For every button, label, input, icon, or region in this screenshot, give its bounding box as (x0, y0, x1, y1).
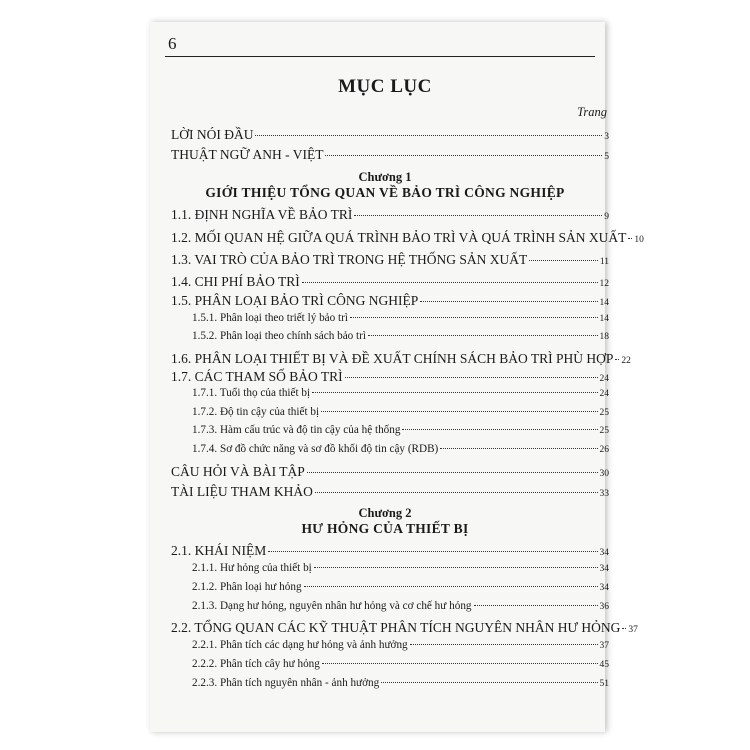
toc-entry (192, 313, 609, 325)
toc-entry (171, 230, 644, 246)
chapter-title: HƯ HỎNG CỦA THIẾT BỊ (301, 521, 469, 536)
chapter-number: Chương 2 (358, 506, 412, 520)
dot-leader (268, 551, 597, 552)
toc-entry-label: 1.5.2. Phân loại theo chính sách bảo trì (192, 330, 366, 342)
dot-leader (312, 392, 597, 393)
dot-leader (325, 155, 602, 156)
dot-leader (420, 301, 597, 302)
toc-entry-page: 34 (599, 583, 609, 593)
header-rule (165, 56, 595, 57)
toc-entry-label: 2.1.3. Dạng hư hỏng, nguyên nhân hư hỏng và cơ chế hư hỏng (192, 600, 472, 612)
toc-entry-page: 3 (604, 132, 609, 142)
toc-entry-label: 1.7. CÁC THAM SỐ BẢO TRÌ (171, 369, 343, 384)
toc-entry-label: 2.2.3. Phân tích nguyên nhân - ảnh hưởng (192, 677, 380, 689)
toc-title: MỤC LỤC (338, 76, 432, 97)
toc-entry-page: 14 (599, 298, 609, 308)
toc-entry (171, 485, 609, 500)
toc-entry-page: 36 (599, 602, 609, 612)
dot-leader (628, 238, 632, 239)
dot-leader (440, 448, 597, 449)
toc-entry (192, 444, 609, 456)
page-column-header: Trang (577, 105, 607, 119)
dot-leader (474, 605, 598, 606)
toc-entry (171, 351, 631, 367)
toc-entry-label: 2.1.1. Hư hỏng của thiết bị (192, 562, 312, 574)
toc-entry (171, 544, 609, 559)
dot-leader (321, 411, 597, 412)
dot-leader (302, 282, 598, 283)
toc-entry-page: 33 (599, 489, 609, 499)
toc-entry-label: 2.2.1. Phân tích các dạng hư hỏng và ảnh hưởng (192, 639, 408, 651)
toc-entry (192, 678, 609, 690)
dot-leader (410, 644, 598, 645)
toc-entry (192, 407, 609, 419)
toc-entry-label: 1.7.1. Tuổi thọ của thiết bị (192, 387, 311, 399)
dot-leader (304, 586, 598, 587)
toc-entry-page: 37 (599, 641, 609, 651)
toc-entry-page: 34 (599, 564, 609, 574)
chapter-1-heading (165, 170, 605, 201)
toc-entry-label: CÂU HỎI VÀ BÀI TẬP (171, 464, 305, 479)
toc-entry-label: TÀI LIỆU THAM KHẢO (171, 484, 313, 499)
toc-entry-page: 37 (628, 625, 638, 635)
dot-leader (368, 335, 598, 336)
toc-entry (192, 331, 609, 343)
toc-entry-label: THUẬT NGỮ ANH - VIỆT (171, 147, 324, 162)
toc-entry-page: 9 (604, 212, 609, 222)
dot-leader (402, 429, 597, 430)
toc-entry-page: 10 (634, 235, 644, 245)
toc-entry (171, 620, 638, 636)
toc-entry-page: 18 (599, 332, 609, 342)
toc-entry-page: 5 (604, 152, 609, 162)
dot-leader (322, 663, 598, 664)
toc-entry (171, 128, 609, 143)
toc-entry-page: 25 (599, 408, 609, 418)
toc-entry-label: 1.5.1. Phân loại theo triết lý bảo trì (192, 312, 348, 324)
dot-leader (615, 359, 619, 360)
toc-entry (171, 465, 609, 480)
toc-entry (171, 253, 609, 268)
toc-entry-label: 1.5. PHÂN LOẠI BẢO TRÌ CÔNG NGHIỆP (171, 293, 419, 308)
toc-entry-label: 1.4. CHI PHÍ BẢO TRÌ (171, 274, 300, 289)
dot-leader (354, 215, 602, 216)
toc-entry-page: 11 (599, 257, 609, 267)
dot-leader (255, 135, 602, 136)
toc-entry-label: 1.1. ĐỊNH NGHĨA VỀ BẢO TRÌ (171, 207, 353, 222)
toc-entry-label: 2.2. TỔNG QUAN CÁC KỸ THUẬT PHÂN TÍCH NGUYÊN NHÂN HƯ HỎNG (171, 620, 621, 635)
toc-entry (192, 388, 609, 400)
toc-entry (192, 659, 609, 671)
toc-entry-page: 12 (599, 279, 609, 289)
toc-entry-page: 24 (599, 374, 609, 384)
dot-leader (529, 260, 598, 261)
toc-entry-label: 1.7.4. Sơ đồ chức năng và sơ đồ khối độ tin cậy (RDB) (192, 443, 439, 455)
dot-leader (315, 492, 598, 493)
toc-entry (171, 208, 609, 223)
toc-entry-page: 45 (599, 660, 609, 670)
toc-entry (192, 601, 609, 613)
toc-entry-page: 51 (599, 679, 609, 689)
toc-entry (192, 582, 609, 594)
toc-entry (192, 563, 609, 575)
toc-entry-page: 30 (599, 469, 609, 479)
toc-entry-page: 22 (621, 356, 631, 366)
toc-entry-page: 25 (599, 426, 609, 436)
toc-entry-label: 2.1.2. Phân loại hư hỏng (192, 581, 302, 593)
toc-entry-label: 1.7.2. Độ tin cậy của thiết bị (192, 406, 320, 418)
dot-leader (622, 628, 626, 629)
dot-leader (345, 377, 598, 378)
dot-leader (381, 682, 597, 683)
toc-entry (171, 148, 609, 163)
toc-entry (171, 370, 609, 385)
toc-entry-page: 34 (599, 548, 609, 558)
toc-entry-label: 2.1. KHÁI NIỆM (171, 543, 267, 558)
dot-leader (350, 317, 598, 318)
toc-entry (171, 294, 609, 309)
toc-entry-label: 1.6. PHÂN LOẠI THIẾT BỊ VÀ ĐỀ XUẤT CHÍNH SÁCH BẢO TRÌ PHÙ HỢP (171, 351, 614, 366)
toc-entry (192, 425, 609, 437)
chapter-number: Chương 1 (358, 170, 412, 184)
toc-entry (171, 275, 609, 290)
toc-entry-label: LỜI NÓI ĐẦU (171, 127, 254, 142)
dot-leader (307, 472, 598, 473)
toc-entry-label: 1.3. VAI TRÒ CỦA BẢO TRÌ TRONG HỆ THỐNG SẢN XUẤT (171, 252, 528, 267)
dot-leader (314, 567, 598, 568)
toc-entry-label: 2.2.2. Phân tích cây hư hỏng (192, 658, 320, 670)
toc-entry-page: 14 (599, 314, 609, 324)
chapter-2-heading (165, 506, 605, 537)
toc-entry-label: 1.7.3. Hàm cấu trúc và độ tin cậy của hệ thống (192, 424, 401, 436)
toc-entry-page: 26 (599, 445, 609, 455)
toc-entry (192, 640, 609, 652)
chapter-title: GIỚI THIỆU TỔNG QUAN VỀ BẢO TRÌ CÔNG NGHIỆP (205, 185, 565, 200)
page-number: 6 (168, 34, 177, 53)
toc-entry-page: 24 (599, 389, 609, 399)
toc-entry-label: 1.2. MỐI QUAN HỆ GIỮA QUÁ TRÌNH BẢO TRÌ VÀ QUÁ TRÌNH SẢN XUẤT (171, 230, 627, 245)
